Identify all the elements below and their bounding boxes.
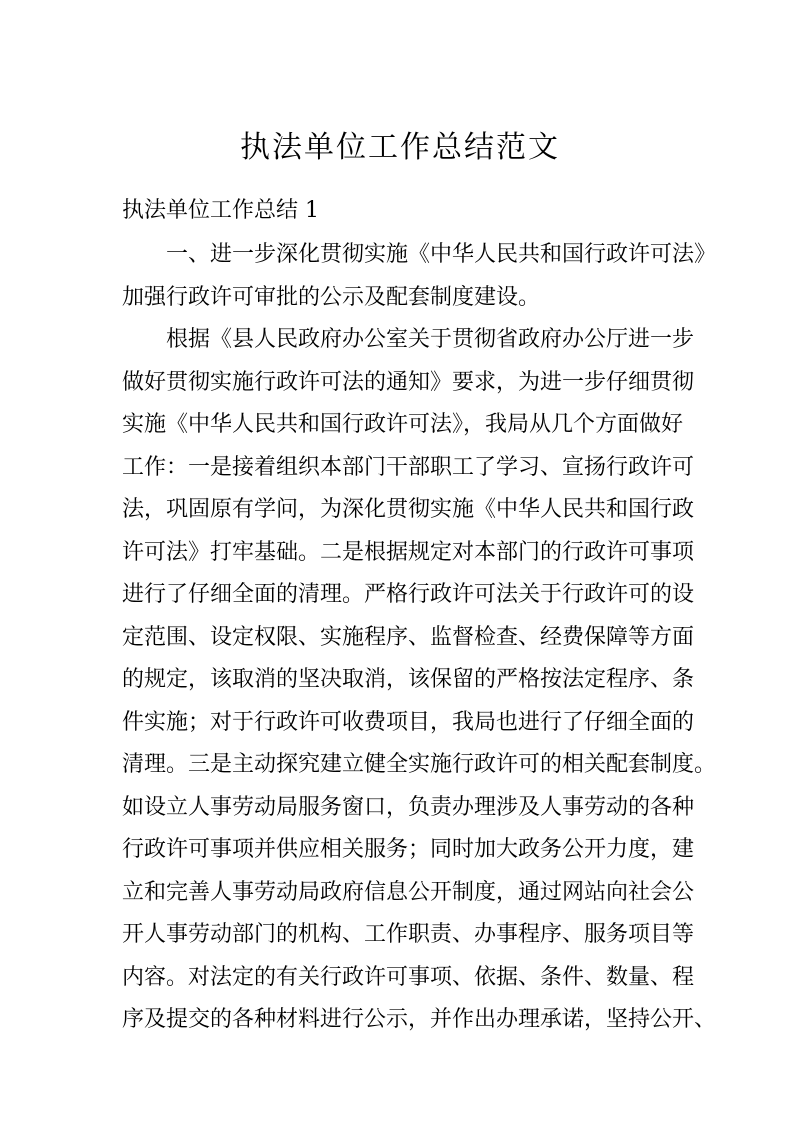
- paragraph-line: 行政许可事项并供应相关服务；同时加大政务公开力度，建: [122, 837, 695, 862]
- paragraph-line: 件实施；对于行政许可收费项目，我局也进行了仔细全面的: [122, 710, 695, 735]
- paragraph-line: 工作：一是接着组织本部门干部职工了学习、宣扬行政许可: [122, 455, 695, 480]
- paragraph-line: 序及提交的各种材料进行公示，并作出办理承诺，坚持公开、: [122, 1007, 717, 1032]
- paragraph-line: 一、进一步深化贯彻实施《中华人民共和国行政许可法》: [166, 242, 717, 267]
- paragraph-line: 实施《中华人民共和国行政许可法》，我局从几个方面做好: [122, 412, 684, 437]
- paragraph-line: 根据《县人民政府办公室关于贯彻省政府办公厅进一步: [166, 327, 695, 352]
- paragraph-line: 许可法》打牢基础。二是根据规定对本部门的行政许可事项: [122, 540, 695, 565]
- paragraph-line: 做好贯彻实施行政许可法的通知》要求，为进一步仔细贯彻: [122, 370, 695, 395]
- paragraph-line: 立和完善人事劳动局政府信息公开制度，通过网站向社会公: [122, 880, 695, 905]
- paragraph-line: 的规定，该取消的坚决取消，该保留的严格按法定程序、条: [122, 667, 695, 692]
- paragraph-line: 定范围、设定权限、实施程序、监督检查、经费保障等方面: [122, 625, 695, 650]
- document-title: 执法单位工作总结范文: [240, 130, 560, 165]
- paragraph-line: 内容。对法定的有关行政许可事项、依据、条件、数量、程: [122, 965, 695, 990]
- paragraph-line: 清理。三是主动探究建立健全实施行政许可的相关配套制度。: [122, 752, 717, 777]
- paragraph-line: 进行了仔细全面的清理。严格行政许可法关于行政许可的设: [122, 582, 695, 607]
- section-heading: 执法单位工作总结 1: [122, 198, 319, 223]
- paragraph-line: 如设立人事劳动局服务窗口，负责办理涉及人事劳动的各种: [122, 795, 695, 820]
- paragraph-line: 开人事劳动部门的机构、工作职责、办事程序、服务项目等: [122, 922, 695, 947]
- paragraph-line: 加强行政许可审批的公示及配套制度建设。: [122, 285, 541, 310]
- paragraph-line: 法，巩固原有学问，为深化贯彻实施《中华人民共和国行政: [122, 497, 695, 522]
